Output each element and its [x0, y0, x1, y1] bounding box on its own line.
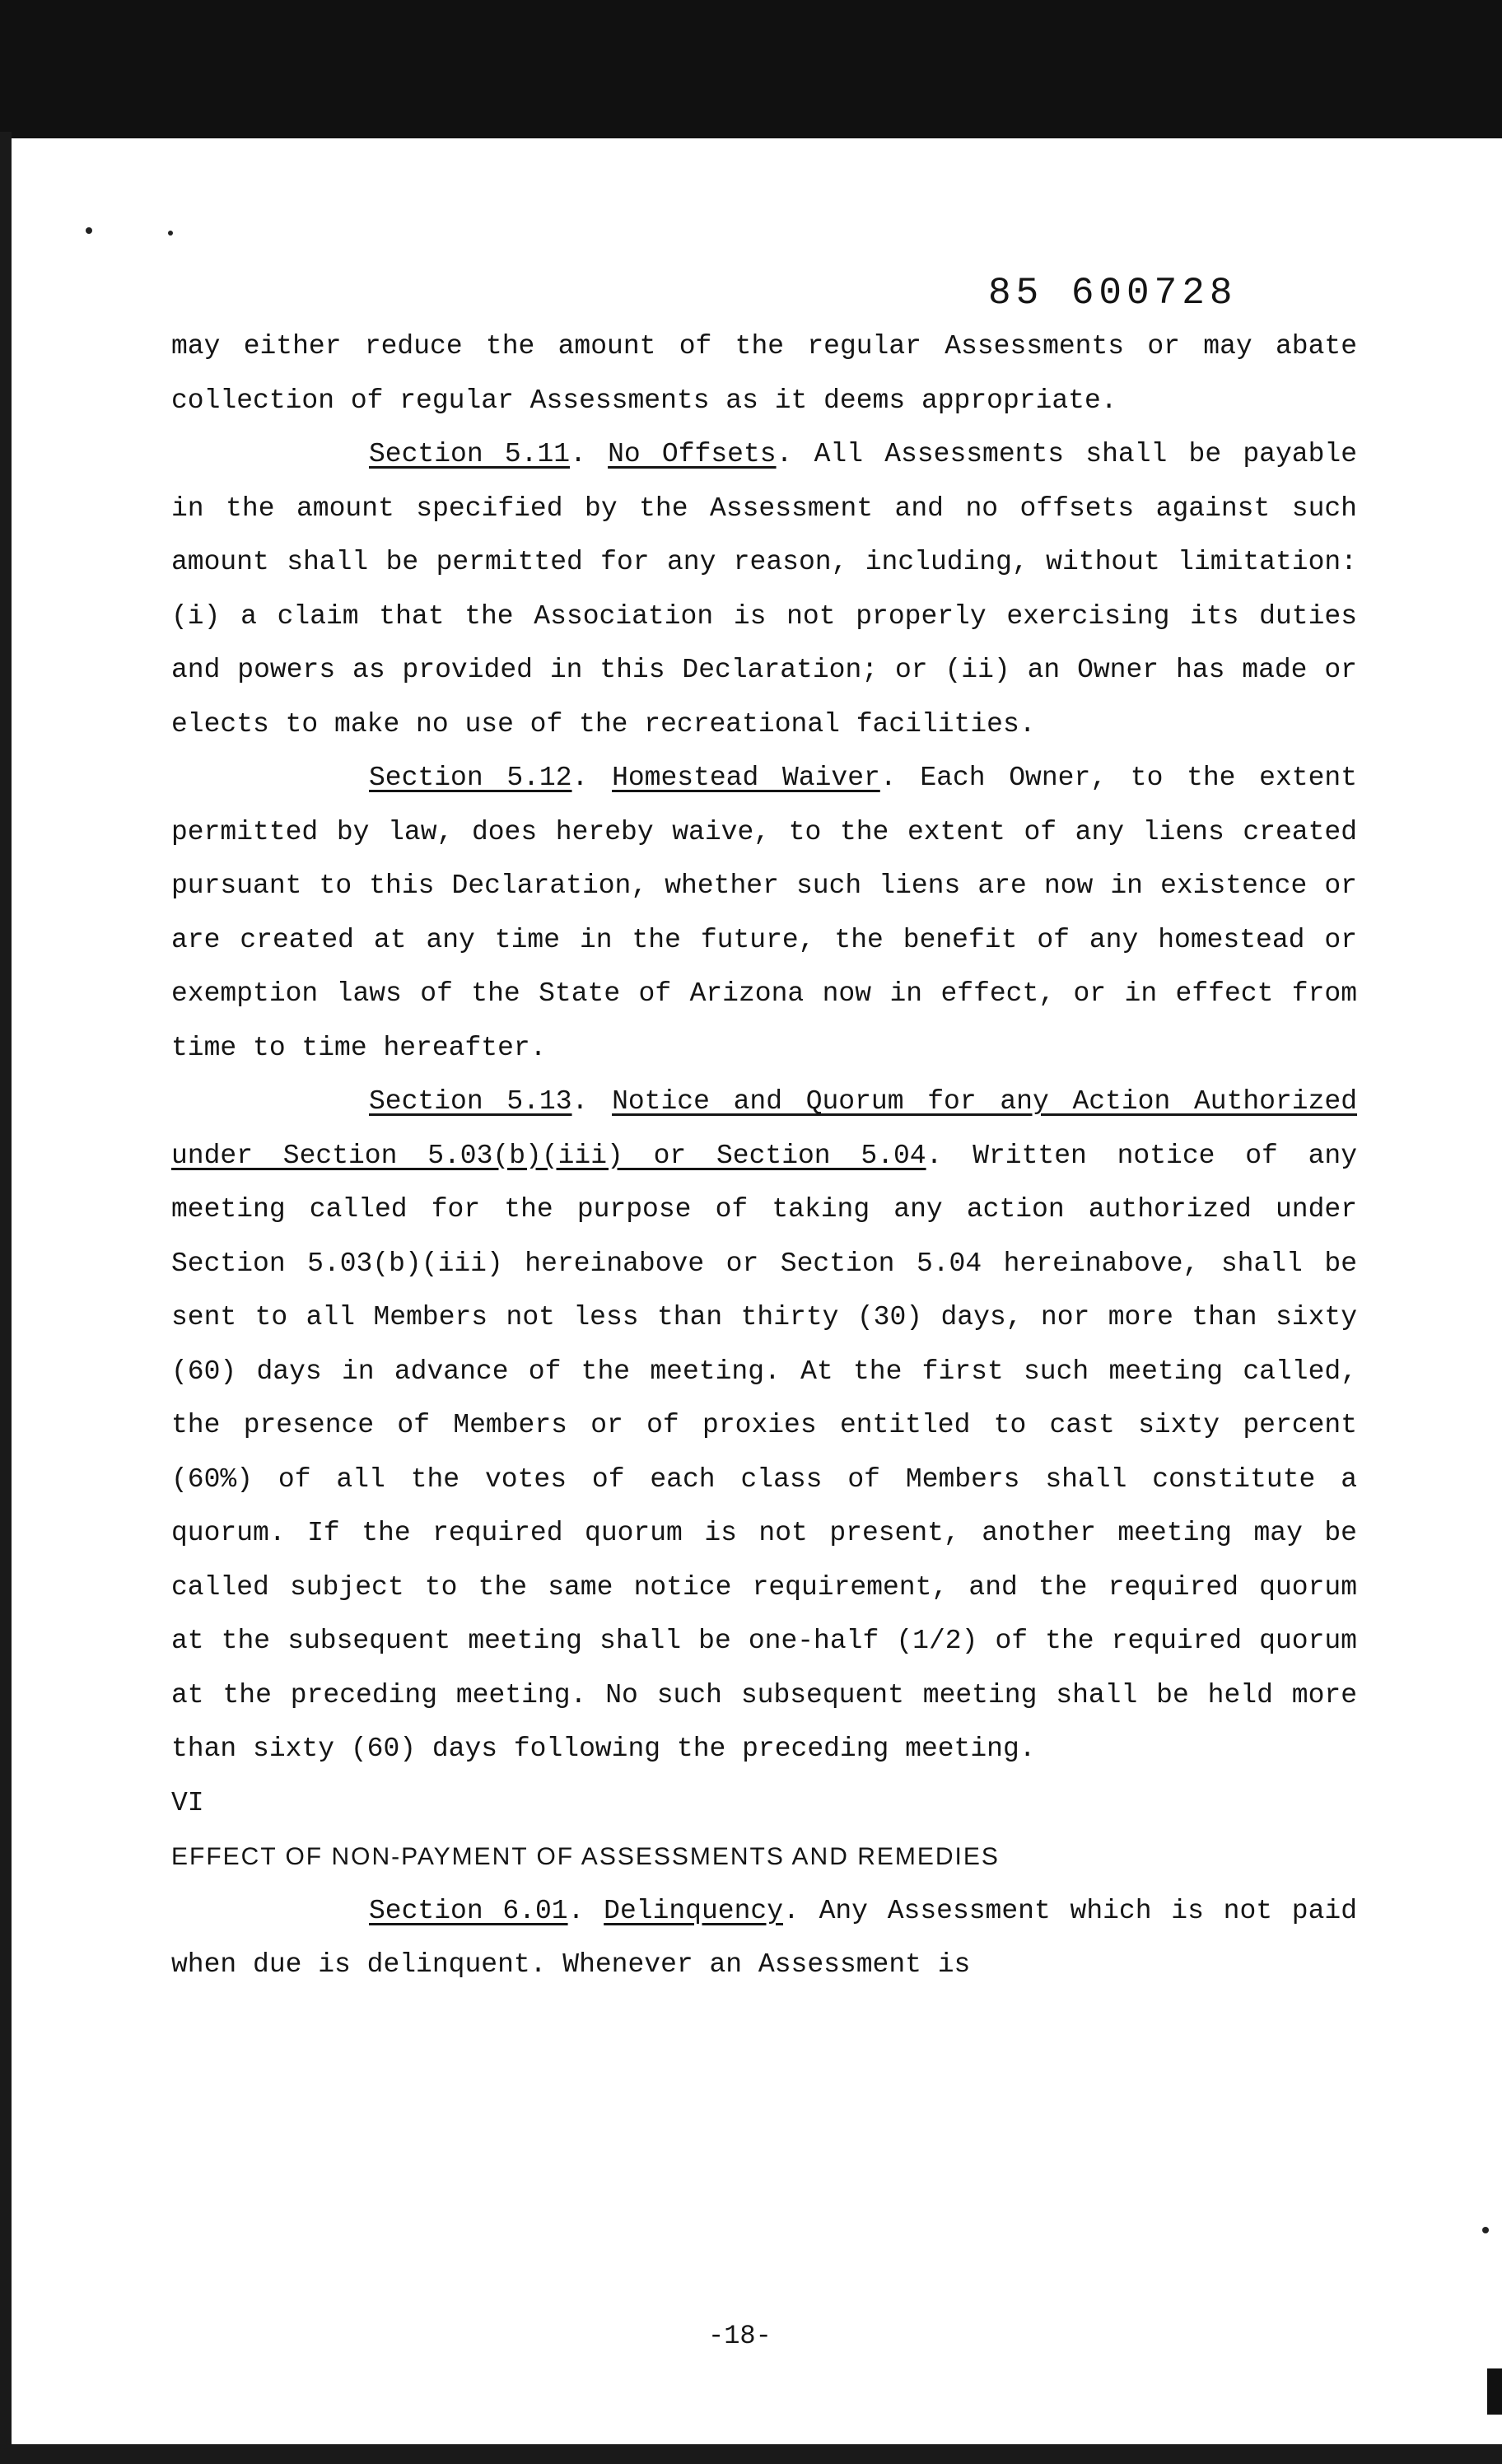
scan-bottom-border: [0, 2444, 1502, 2464]
section-label: Section 5.12: [369, 763, 572, 793]
article-title: EFFECT OF NON-PAYMENT OF ASSESSMENTS AND REMEDIES: [171, 1843, 1000, 1870]
section-text: Each Owner, to the extent permitted by law, does hereby waive, to the extent of any liens created pursuant to this Declaration, whether such liens are now in existence or are created at any time in the future, the benefit of any homestead or exemption laws of the State of Arizona now in effect, or in effect from time to time hereafter.: [171, 763, 1358, 1063]
section-5-11: Section 5.11. No Offsets. All Assessments shall be payable in the amount specified by the Assessment and no offsets against such amount shall be permitted for any reason, including, without limitation: (i) a claim that the Association is not properly exercising its duties and powers as provided in this Declaration; or (ii) an Owner has made or elects to make no use of the recreational facilities.: [171, 439, 1357, 740]
article-number: VI: [171, 1787, 204, 1818]
section-5-13: Section 5.13. Notice and Quorum for any Action Authorized under Section 5.03(b)(iii) or Section 5.04. Written notice of any meeting called for the purpose of taking any action authorized under Section 5.03(b)(iii) hereinabove or Section 5.04 hereinabove, shall be sent to all Members not less than thirty (30) days, nor more than sixty (60) days in advance of the meeting. At the first such meeting called, the presence of Members or of proxies entitled to cast sixty percent (60%) of all the votes of each class of Members shall constitute a quorum. If the required quorum is not present, another meeting may be called subject to the same notice requirement, and the required quorum at the subsequent meeting shall be one-half (1/2) of the required quorum at the preceding meeting. No such subsequent meeting shall be held more than sixty (60) days following the preceding meeting.: [171, 1086, 1358, 1764]
section-label: Section 6.01: [369, 1895, 568, 1926]
section-label: Section 5.11: [369, 439, 571, 469]
scan-top-border: [0, 0, 1502, 138]
document-number: 85 600728: [988, 272, 1238, 315]
scan-right-mark: [1487, 2368, 1502, 2415]
section-title: Delinquency: [604, 1895, 783, 1926]
section-5-12: Section 5.12. Homestead Waiver. Each Owner, to the extent permitted by law, does hereby waive, to the extent of any liens created pursuant to this Declaration, whether such liens are now in existence or are created at any time in the future, the benefit of any homestead or exemption laws of the State of Arizona now in effect, or in effect from time to time hereafter.: [171, 763, 1358, 1063]
section-text: All Assessments shall be payable in the amount specified by the Assessment and no offsets against such amount shall be permitted for any reason, including, without limitation: (i) a claim that the Association is not properly exercising its duties and powers as provided in this Declaration; or (ii) an Owner has made or elects to make no use of the recreational facilities.: [171, 439, 1357, 740]
scan-speck: [168, 231, 173, 236]
page-number: -18-: [708, 2321, 772, 2351]
section-text: Any Assessment which is not paid when due is delinquent. Whenever an Assessment is: [171, 1895, 1358, 1980]
section-label: Section 5.13: [369, 1086, 572, 1117]
section-title: Notice and Quorum for any Action Authorized under Section 5.03(b)(iii) or Section 5.04: [171, 1086, 1358, 1171]
scan-left-border: [0, 132, 12, 2464]
paragraph-continuation: may either reduce the amount of the regular Assessments or may abate collection of regular Assessments as it deems appropriate.: [171, 331, 1357, 416]
section-text: Written notice of any meeting called for the purpose of taking any action authorized under Section 5.03(b)(iii) hereinabove or Section 5.04 hereinabove, shall be sent to all Members not less than thirty (30) days, nor more than sixty (60) days in advance of the meeting. At the first such meeting called, the presence of Members or of proxies entitled to cast sixty percent (60%) of all the votes of each class of Members shall constitute a quorum. If the required quorum is not present, another meeting may be called subject to the same notice requirement, and the required quorum at the subsequent meeting shall be one-half (1/2) of the required quorum at the preceding meeting. No such subsequent meeting shall be held more than sixty (60) days following the preceding meeting.: [171, 1140, 1357, 1764]
section-6-01: Section 6.01. Delinquency. Any Assessment which is not paid when due is delinquent. Whenever an Assessment is: [171, 1895, 1358, 1980]
section-title: Homestead Waiver: [612, 763, 880, 793]
scan-speck: [86, 227, 92, 234]
section-title: No Offsets: [608, 439, 777, 469]
document-body: [171, 320, 1357, 1992]
scan-speck: [1482, 2227, 1489, 2233]
